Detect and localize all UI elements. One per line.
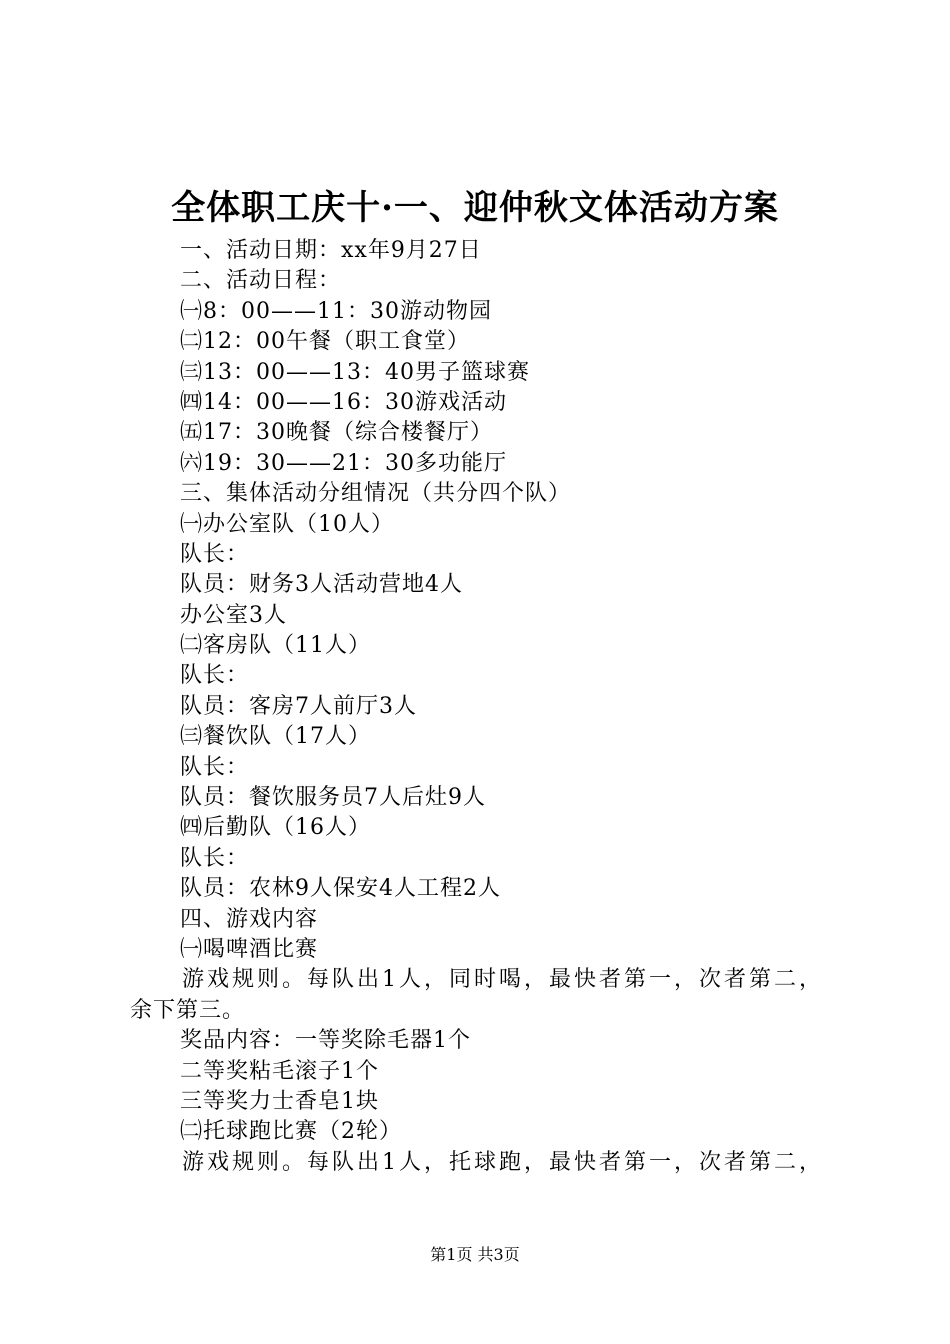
text-line: ㈠喝啤酒比赛 bbox=[180, 936, 319, 962]
text-line: ㈠8：00——11：30游动物园 bbox=[180, 298, 492, 324]
text-line: 队长： bbox=[180, 663, 250, 689]
text-line: 队员：农林9人保安4人工程2人 bbox=[180, 876, 501, 902]
text-line: ㈡客房队（11人） bbox=[180, 633, 371, 659]
text-line: ㈣14：00——16：30游戏活动 bbox=[180, 389, 507, 415]
text-line: 三等奖力士香皂1块 bbox=[180, 1088, 379, 1114]
text-line: 队长： bbox=[180, 541, 250, 567]
text-line: ㈢餐饮队（17人） bbox=[180, 724, 371, 750]
page-footer: 第1页 共3页 bbox=[430, 1245, 520, 1264]
text-line: 余下第三。 bbox=[130, 997, 246, 1023]
text-line: ㈤17：30晚餐（综合楼餐厅） bbox=[180, 420, 493, 446]
text-line: ㈥19：30——21：30多功能厅 bbox=[180, 450, 507, 476]
text-line: 队长： bbox=[180, 845, 250, 871]
text-line: 四、游戏内容 bbox=[180, 906, 319, 932]
text-line: ㈢13：00——13：40男子篮球赛 bbox=[180, 359, 530, 385]
text-line: ㈡12：00午餐（职工食堂） bbox=[180, 329, 470, 355]
text-line: ㈡托球跑比赛（2轮） bbox=[180, 1119, 402, 1145]
document-title: 全体职工庆十·一、迎仲秋文体活动方案 bbox=[171, 188, 779, 228]
text-line: 一、活动日期：xx年9月27日 bbox=[180, 238, 482, 263]
text-line: 奖品内容：一等奖除毛器1个 bbox=[180, 1028, 471, 1054]
text-line: 办公室3人 bbox=[180, 602, 287, 628]
text-line: 游戏规则。每队出1人，托球跑，最快者第一，次者第二， bbox=[182, 1149, 824, 1175]
text-line: 二等奖粘毛滚子1个 bbox=[180, 1058, 379, 1084]
text-line: 队员：财务3人活动营地4人 bbox=[180, 572, 463, 598]
text-line: 队员：客房7人前厅3人 bbox=[180, 693, 417, 719]
text-line: 队员：餐饮服务员7人后灶9人 bbox=[180, 785, 486, 811]
text-line: 游戏规则。每队出1人，同时喝，最快者第一，次者第二， bbox=[182, 967, 824, 993]
document-body bbox=[130, 236, 850, 1178]
text-line: 二、活动日程： bbox=[180, 268, 342, 294]
text-line: 三、集体活动分组情况（共分四个队） bbox=[180, 481, 572, 507]
text-line: ㈠办公室队（10人） bbox=[180, 511, 394, 537]
text-line: ㈣后勤队（16人） bbox=[180, 815, 371, 841]
text-line: 队长： bbox=[180, 754, 250, 780]
